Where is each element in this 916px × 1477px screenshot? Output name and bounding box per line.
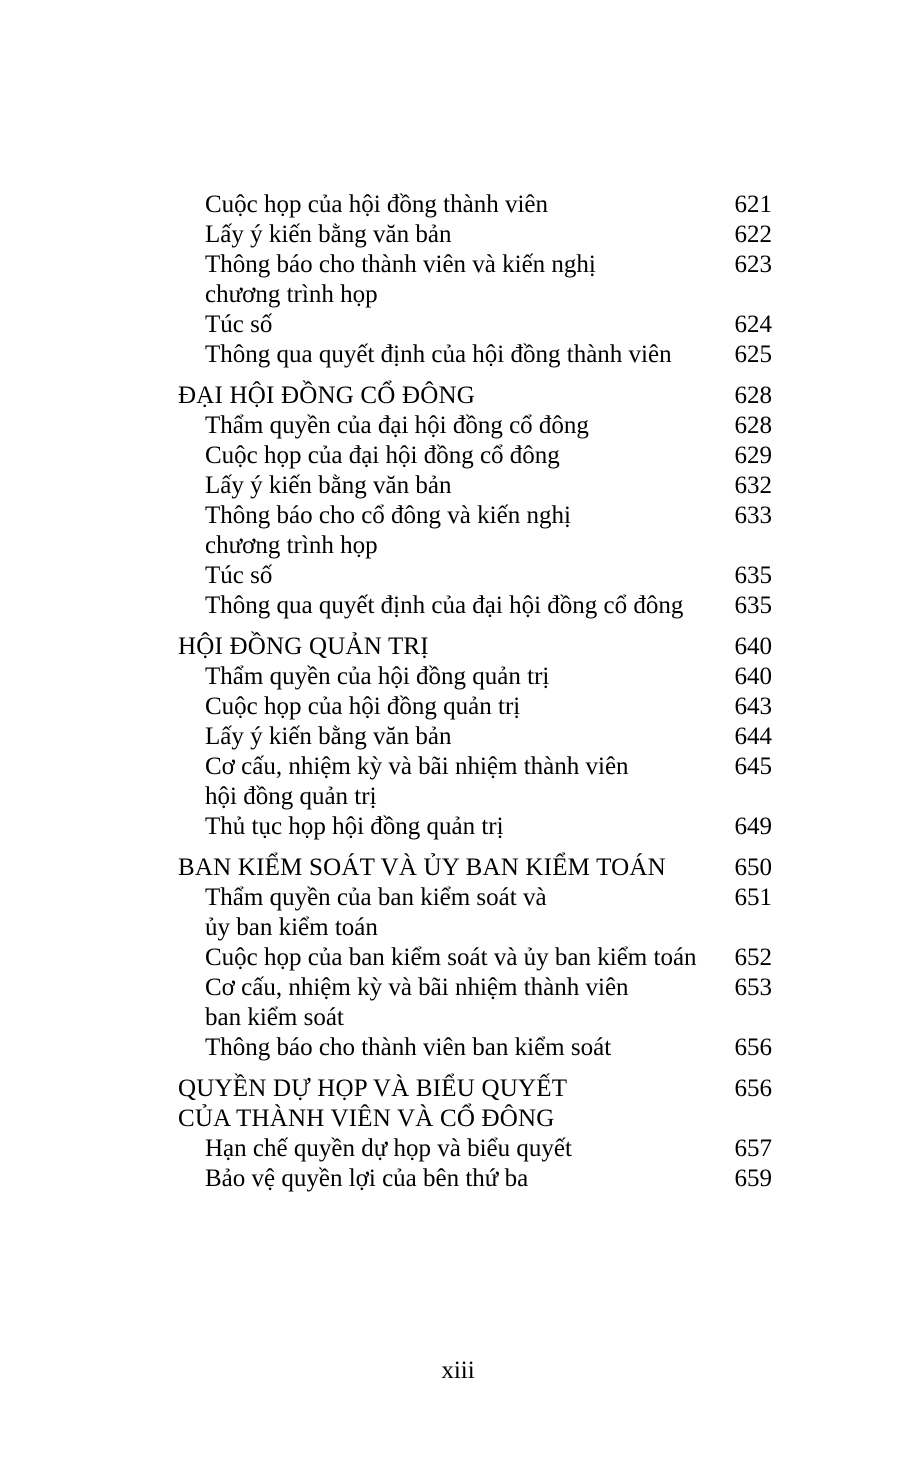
toc-entry-line: Cuộc họp của đại hội đồng cổ đông	[205, 442, 560, 469]
toc-entry-line: Hạn chế quyền dự họp và biểu quyết	[205, 1135, 572, 1162]
toc-item-row	[178, 662, 772, 692]
toc-entry-line: chương trình họp	[205, 532, 378, 559]
toc-page-number: 644	[734, 723, 772, 750]
toc-entry-line: Thông báo cho thành viên ban kiểm soát	[205, 1034, 612, 1061]
toc-entry-line: Cuộc họp của ban kiểm soát và ủy ban kiểm toán	[205, 944, 697, 971]
toc-entry-line: Cuộc họp của hội đồng thành viên	[205, 191, 548, 218]
toc-entry-text	[178, 943, 725, 973]
toc-page-number: 645	[734, 753, 772, 780]
toc-item-row	[178, 692, 772, 722]
toc-entry-text	[178, 501, 725, 561]
toc-page-number: 651	[734, 884, 772, 911]
toc-entry-text	[178, 561, 725, 591]
toc-entry-line: ban kiểm soát	[205, 1004, 344, 1031]
toc-page-number: 635	[734, 592, 772, 619]
toc-entry-line: Túc số	[205, 562, 273, 589]
toc-item-row	[178, 1134, 772, 1164]
toc-entry-line: Bảo vệ quyền lợi của bên thứ ba	[205, 1165, 529, 1192]
toc-item-row	[178, 752, 772, 812]
toc-page-number: 640	[734, 633, 772, 660]
toc-heading-line: QUYỀN DỰ HỌP VÀ BIỂU QUYẾT	[178, 1075, 568, 1102]
toc-heading-text	[178, 632, 725, 662]
toc-entry-line: Lấy ý kiến bằng văn bản	[205, 472, 452, 499]
toc-heading-text	[178, 853, 725, 883]
toc-page-number: 635	[734, 562, 772, 589]
toc-entry-text	[178, 190, 725, 220]
toc-section	[178, 381, 772, 621]
toc-entry-text	[178, 441, 725, 471]
toc-page-number: 656	[734, 1075, 772, 1102]
toc-page-number: 649	[734, 813, 772, 840]
toc-item-row	[178, 441, 772, 471]
toc-item-row	[178, 883, 772, 943]
toc-entry-line: ủy ban kiểm toán	[205, 914, 378, 941]
toc-heading-line: BAN KIỂM SOÁT VÀ ỦY BAN KIỂM TOÁN	[178, 854, 666, 881]
toc-entry-text	[178, 471, 725, 501]
folio-page-number: xiii	[441, 1357, 475, 1384]
toc-entry-line: Lấy ý kiến bằng văn bản	[205, 221, 452, 248]
toc-entry-text	[178, 722, 725, 752]
toc-heading-text	[178, 381, 725, 411]
toc-page-number: 621	[734, 191, 772, 218]
toc-item-row	[178, 561, 772, 591]
toc-item-row	[178, 310, 772, 340]
toc-item-row	[178, 591, 772, 621]
toc-item-row	[178, 220, 772, 250]
toc-page-number: 657	[734, 1135, 772, 1162]
toc-heading-text	[178, 1074, 725, 1134]
toc-entry-text	[178, 591, 725, 621]
toc-heading-row	[178, 1074, 772, 1134]
toc-page-number: 623	[734, 251, 772, 278]
toc-entry-line: Thẩm quyền của đại hội đồng cổ đông	[205, 412, 589, 439]
toc-entry-text	[178, 812, 725, 842]
toc-entry-line: Túc số	[205, 311, 273, 338]
toc-entry-text	[178, 220, 725, 250]
toc-entry-line: Thông báo cho thành viên và kiến nghị	[205, 251, 596, 278]
toc-section	[178, 190, 772, 370]
toc-page-number: 632	[734, 472, 772, 499]
toc-page-number: 652	[734, 944, 772, 971]
toc-entry-line: Cơ cấu, nhiệm kỳ và bãi nhiệm thành viên	[205, 974, 629, 1001]
toc-entry-line: Thẩm quyền của ban kiểm soát và	[205, 884, 547, 911]
toc-entry-text	[178, 883, 725, 943]
toc-entry-text	[178, 692, 725, 722]
toc-page-number: 625	[734, 341, 772, 368]
toc-page-number: 628	[734, 382, 772, 409]
toc-heading-row	[178, 381, 772, 411]
toc-item-row	[178, 471, 772, 501]
toc-item-row	[178, 501, 772, 561]
toc-entry-text	[178, 1134, 725, 1164]
toc-item-row	[178, 722, 772, 752]
toc-entry-text	[178, 1164, 725, 1194]
toc-heading-line: CỦA THÀNH VIÊN VÀ CỔ ĐÔNG	[178, 1105, 555, 1132]
toc-item-row	[178, 340, 772, 370]
toc-entry-line: Thông báo cho cổ đông và kiến nghị	[205, 502, 571, 529]
toc-entry-text	[178, 310, 725, 340]
toc-heading-line: HỘI ĐỒNG QUẢN TRỊ	[178, 633, 429, 660]
toc-entry-text	[178, 752, 725, 812]
toc-item-row	[178, 812, 772, 842]
toc-entry-line: Lấy ý kiến bằng văn bản	[205, 723, 452, 750]
toc-section	[178, 1074, 772, 1194]
toc-entry-text	[178, 973, 725, 1033]
toc-heading-row	[178, 632, 772, 662]
toc-page-number: 650	[734, 854, 772, 881]
toc-section	[178, 632, 772, 842]
toc-entry-text	[178, 411, 725, 441]
toc-entry-line: Thông qua quyết định của đại hội đồng cổ đông	[205, 592, 684, 619]
table-of-contents	[178, 190, 772, 1194]
toc-item-row	[178, 250, 772, 310]
toc-entry-line: Thẩm quyền của hội đồng quản trị	[205, 663, 550, 690]
toc-item-row	[178, 411, 772, 441]
toc-section	[178, 853, 772, 1063]
toc-item-row	[178, 190, 772, 220]
toc-entry-line: Cơ cấu, nhiệm kỳ và bãi nhiệm thành viên	[205, 753, 629, 780]
toc-entry-line: chương trình họp	[205, 281, 378, 308]
toc-item-row	[178, 943, 772, 973]
toc-page-number: 659	[734, 1165, 772, 1192]
toc-page-number: 656	[734, 1034, 772, 1061]
toc-entry-line: Thủ tục họp hội đồng quản trị	[205, 813, 504, 840]
toc-page-number: 628	[734, 412, 772, 439]
toc-entry-line: Thông qua quyết định của hội đồng thành viên	[205, 341, 672, 368]
toc-item-row	[178, 973, 772, 1033]
toc-page-number: 653	[734, 974, 772, 1001]
toc-page-number: 640	[734, 663, 772, 690]
toc-page-number: 622	[734, 221, 772, 248]
toc-page-number: 624	[734, 311, 772, 338]
toc-heading-row	[178, 853, 772, 883]
toc-entry-text	[178, 1033, 725, 1063]
toc-entry-text	[178, 250, 725, 310]
toc-page-number: 633	[734, 502, 772, 529]
toc-page-number: 629	[734, 442, 772, 469]
toc-entry-text	[178, 340, 725, 370]
toc-page-number: 643	[734, 693, 772, 720]
toc-heading-line: ĐẠI HỘI ĐỒNG CỔ ĐÔNG	[178, 382, 476, 409]
toc-item-row	[178, 1164, 772, 1194]
toc-item-row	[178, 1033, 772, 1063]
toc-entry-line: hội đồng quản trị	[205, 783, 377, 810]
toc-entry-line: Cuộc họp của hội đồng quản trị	[205, 693, 521, 720]
toc-entry-text	[178, 662, 725, 692]
